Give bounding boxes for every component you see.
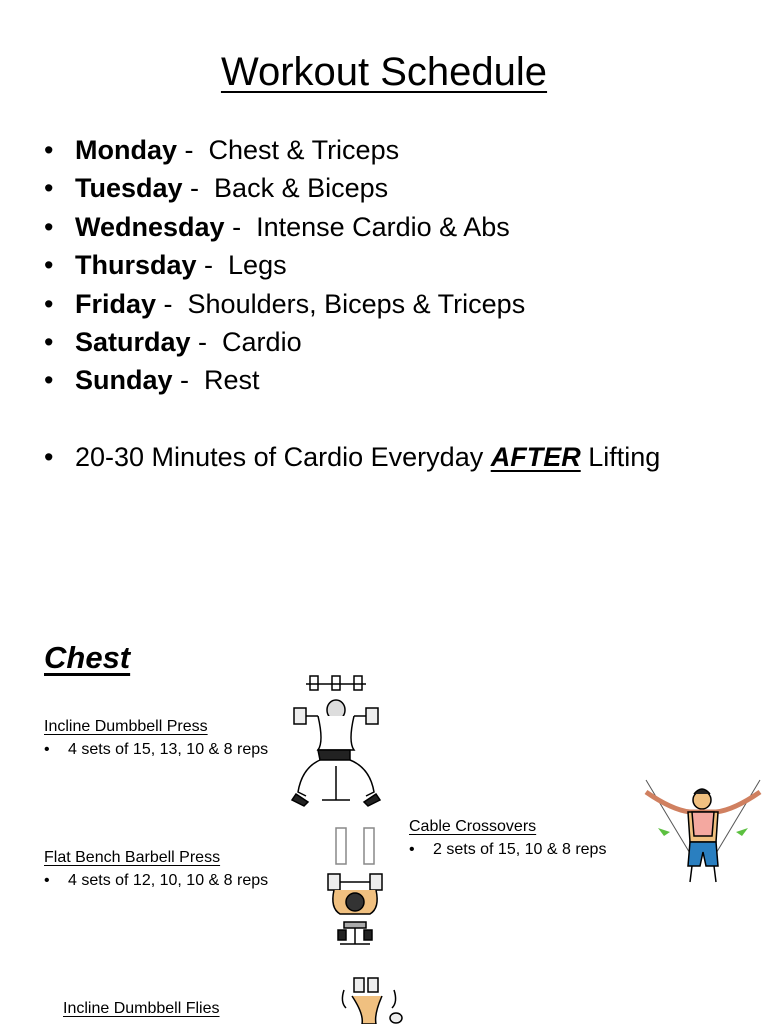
schedule-item-friday <box>44 285 525 323</box>
bullet-icon: • <box>44 327 54 358</box>
exercise-detail-text: 4 sets of 15, 13, 10 & 8 reps <box>68 741 269 758</box>
exercise-detail <box>44 871 268 891</box>
separator: - <box>224 211 257 242</box>
exercise-name: Flat Bench Barbell Press <box>44 849 221 866</box>
bullet-icon: • <box>44 173 54 204</box>
page-title: Workout Schedule <box>220 50 548 94</box>
bullet-icon: • <box>44 442 54 472</box>
exercise-detail-text: 2 sets of 15, 10 & 8 reps <box>433 841 607 858</box>
note-text-before: 20-30 Minutes of Cardio Everyday <box>75 442 491 472</box>
bullet-icon: • <box>409 841 415 858</box>
section-title-chest: Chest <box>44 640 131 675</box>
day-label: Wednesday <box>75 211 225 242</box>
separator: - <box>177 135 209 165</box>
incline-dumbbell-press-illustration <box>288 672 384 810</box>
activity-label: Chest & Triceps <box>208 135 400 165</box>
bullet-icon: • <box>44 211 54 242</box>
exercise-name: Incline Dumbbell Flies <box>63 1000 220 1017</box>
activity-label: Intense Cardio & Abs <box>256 211 510 242</box>
flat-bench-press-illustration <box>310 826 400 958</box>
schedule-item-thursday <box>44 246 525 284</box>
separator: - <box>156 288 188 319</box>
bullet-icon: • <box>44 288 54 319</box>
exercise-name: Incline Dumbbell Press <box>44 718 208 735</box>
exercise-detail <box>409 840 606 860</box>
schedule-item-sunday <box>44 361 525 399</box>
bullet-icon: • <box>44 250 54 281</box>
day-label: Saturday <box>75 327 191 358</box>
note-text-after: Lifting <box>580 442 661 472</box>
day-label: Sunday <box>75 365 173 396</box>
day-label: Thursday <box>75 250 197 281</box>
activity-label: Shoulders, Biceps & Triceps <box>187 288 526 319</box>
bullet-icon: • <box>44 872 50 889</box>
schedule-item-saturday <box>44 323 525 361</box>
separator: - <box>182 173 215 204</box>
bullet-icon: • <box>44 741 50 758</box>
schedule-item-wednesday <box>44 208 525 246</box>
activity-label: Cardio <box>222 327 302 358</box>
incline-dumbbell-flies-illustration <box>334 974 404 1024</box>
activity-label: Rest <box>204 365 260 396</box>
separator: - <box>172 365 205 396</box>
note-emphasis: AFTER <box>490 442 581 472</box>
slide-divider <box>0 600 768 601</box>
separator: - <box>190 327 223 358</box>
cable-crossover-illustration <box>632 776 764 886</box>
bullet-icon: • <box>44 135 54 165</box>
day-label: Monday <box>75 135 178 165</box>
exercise-detail-text: 4 sets of 12, 10, 10 & 8 reps <box>68 872 269 889</box>
schedule-list <box>44 131 525 400</box>
separator: - <box>196 250 229 281</box>
activity-label: Back & Biceps <box>214 173 389 204</box>
day-label: Friday <box>75 288 157 319</box>
cardio-note <box>44 438 660 476</box>
activity-label: Legs <box>228 250 287 281</box>
exercise-name: Cable Crossovers <box>409 818 537 835</box>
schedule-item-tuesday <box>44 169 525 207</box>
day-label: Tuesday <box>75 173 183 204</box>
bullet-icon: • <box>44 365 54 396</box>
exercise-detail <box>44 740 268 760</box>
schedule-item-monday <box>44 131 525 169</box>
